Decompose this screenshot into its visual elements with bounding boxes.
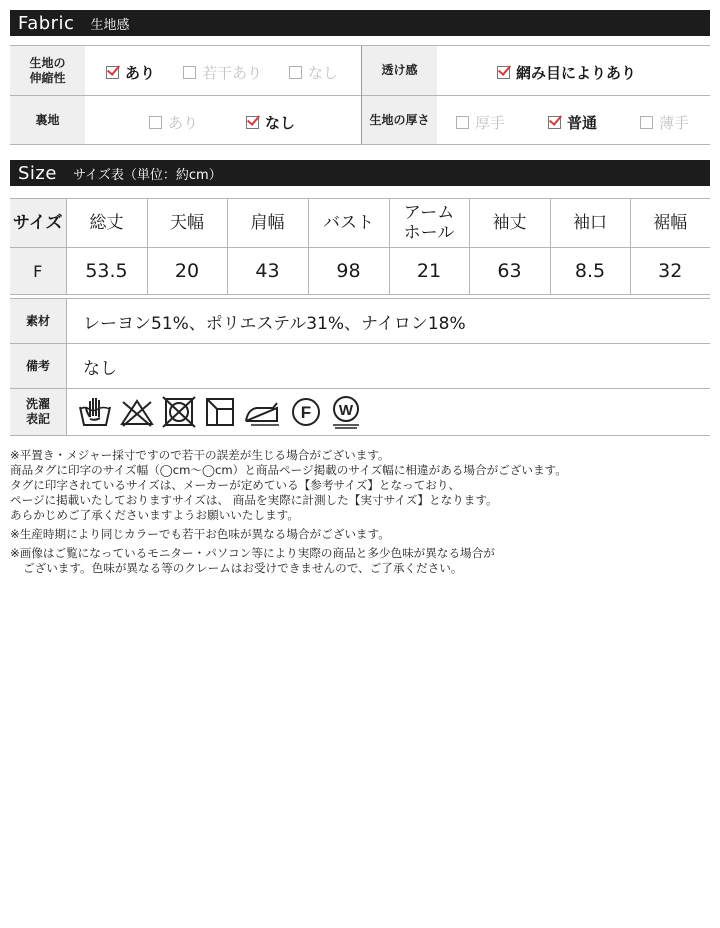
checkbox-icon [183, 66, 196, 79]
col-cuff: 袖口 [550, 199, 630, 248]
svg-text:W: W [338, 402, 354, 419]
size-table [10, 198, 710, 295]
col-shoulder-width: 肩幅 [227, 199, 308, 248]
sheer-label: 透け感 [362, 46, 437, 95]
care-label: 洗濯 表記 [10, 389, 67, 436]
stretch-option-slight: 若干あり [183, 62, 262, 83]
size-title: Size [18, 162, 57, 184]
value-armhole: 21 [389, 248, 469, 295]
col-top-width: 天幅 [147, 199, 227, 248]
checkbox-icon [149, 116, 162, 129]
value-sleeve-length: 63 [469, 248, 550, 295]
material-row [10, 299, 710, 344]
size-value: F [10, 248, 66, 295]
size-subtitle: サイズ表（単位：約cm） [72, 167, 222, 183]
note-line: ※画像はご覧になっているモニター・パソコン等により実際の商品と多少色味が異なる場合が [10, 546, 495, 560]
material-value: レーヨン51%、ポリエステル31%、ナイロン18% [67, 299, 711, 344]
fabric-header [10, 10, 710, 36]
stretch-label: 生地の 伸縮性 [10, 46, 85, 95]
checked-checkbox-icon [548, 116, 561, 129]
iron-low-icon [243, 395, 283, 429]
value-top-width: 20 [147, 248, 227, 295]
checked-checkbox-icon [497, 66, 510, 79]
care-icons [67, 389, 711, 436]
note-line: あらかじめご了承くださいますようお願いいたします。 [10, 508, 299, 522]
fabric-subtitle: 生地感 [90, 17, 130, 33]
remarks-row [10, 344, 710, 389]
table-row [10, 248, 710, 295]
note-line: ページに掲載いたしておりますサイズは、 商品を実際に計測した【実寸サイズ】となります。 [10, 493, 498, 507]
col-sleeve-length: 袖丈 [469, 199, 550, 248]
thickness-label: 生地の厚さ [362, 96, 437, 144]
value-shoulder-width: 43 [227, 248, 308, 295]
checked-checkbox-icon [106, 66, 119, 79]
note-line: タグに印字されているサイズは、メーカーが定めている【参考サイズ】となっており、 [10, 478, 461, 492]
checkbox-icon [640, 116, 653, 129]
stretch-option-no: なし [289, 62, 338, 83]
wet-clean-w-icon [329, 394, 363, 430]
size-header-label: サイズ [10, 199, 66, 248]
lining-option-no: なし [246, 112, 295, 133]
note-line: ※生産時期により同じカラーでも若干お色味が異なる場合がございます。 [10, 527, 390, 541]
checkbox-icon [289, 66, 302, 79]
size-header [10, 160, 710, 186]
material-label: 素材 [10, 299, 67, 344]
dry-clean-f-icon [289, 395, 323, 429]
col-bust: バスト [308, 199, 389, 248]
value-total-length: 53.5 [66, 248, 147, 295]
checked-checkbox-icon [246, 116, 259, 129]
svg-text:F: F [300, 403, 312, 422]
lining-label: 裏地 [10, 96, 85, 144]
detail-table [10, 298, 710, 436]
note-line: ございます。色味が異なる等のクレームはお受けできませんので、ご了承ください。 [23, 561, 463, 575]
thickness-option-thin: 薄手 [640, 112, 689, 133]
thickness-option-thick: 厚手 [456, 112, 505, 133]
note-line: 商品タグに印字のサイズ幅（◯cm〜◯cm）と商品ページ掲載のサイズ幅に相違がある場合がございます。 [10, 463, 567, 477]
line-dry-shade-icon [203, 395, 237, 429]
size-header-row [10, 199, 710, 248]
note-line: ※平置き・メジャー採寸ですので若干の誤差が生じる場合がございます。 [10, 448, 390, 462]
fabric-table [10, 45, 710, 145]
checkbox-icon [456, 116, 469, 129]
lining-option-yes: あり [149, 112, 198, 133]
hand-wash-icon [77, 395, 113, 429]
thickness-option-normal: 普通 [548, 112, 597, 133]
no-bleach-icon [119, 395, 155, 429]
value-cuff: 8.5 [550, 248, 630, 295]
remarks-label: 備考 [10, 344, 67, 389]
no-tumble-dry-icon [161, 395, 197, 429]
stretch-option-yes: あり [106, 62, 155, 83]
col-total-length: 総丈 [66, 199, 147, 248]
value-hem-width: 32 [630, 248, 710, 295]
value-bust: 98 [308, 248, 389, 295]
fabric-title: Fabric [18, 12, 75, 34]
care-row [10, 389, 710, 436]
remarks-value: なし [67, 344, 711, 389]
notes [10, 448, 710, 576]
col-armhole: アーム ホール [389, 199, 469, 248]
col-hem-width: 裾幅 [630, 199, 710, 248]
sheer-option-mesh: 網み目によりあり [497, 62, 636, 83]
